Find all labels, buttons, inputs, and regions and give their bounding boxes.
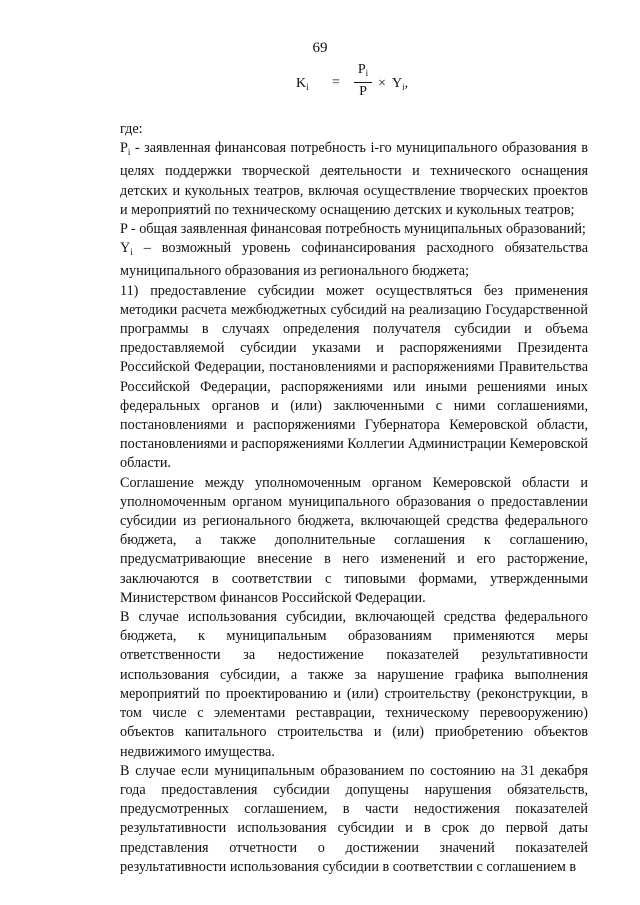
definition-yi-sub: i	[130, 247, 133, 258]
formula-times: ×	[378, 76, 386, 91]
body-text	[120, 120, 588, 877]
definition-pi	[120, 139, 588, 220]
formula-rhs	[392, 76, 408, 92]
formula-numerator-sub: i	[365, 68, 369, 78]
definition-yi	[120, 239, 588, 281]
definition-p	[120, 220, 588, 239]
page-number: 69	[312, 40, 328, 56]
formula-lhs-sub: i	[306, 82, 309, 92]
definition-yi-lead: Y	[120, 240, 131, 257]
formula-equals: =	[332, 75, 340, 90]
formula-trailing: ,	[404, 76, 409, 91]
formula-rhs-sub: i	[402, 82, 405, 92]
paragraph-agreement: Соглашение между уполномоченным органом Кемеровской области и уполномоченным органом муниципального образования о предоставлении субсидии из регионального бюджета, включающей средства федерального бюджета, а также дополнительные соглашения к соглашению, предусматривающие внесение в него изменений и его расторжение, заключаются в соответствии с типовыми формами, утвержденными Министерством финансов Российской Федерации.	[120, 474, 588, 606]
definition-pi-lead: P	[120, 140, 128, 157]
definition-yi-text: – возможный уровень софинансирования расходного обязательства муниципального образования из регионального бюджета;	[120, 240, 588, 280]
definition-pi-sub: i	[127, 147, 131, 158]
formula-denominator: P	[359, 84, 367, 99]
formula-lhs-letter: K	[296, 76, 307, 91]
definition-p-lead: P	[120, 221, 128, 238]
formula-rhs-letter: Y	[392, 76, 403, 91]
where-label: где:	[120, 121, 143, 137]
definition-pi-text: - заявленная финансовая потребность i-го муниципального образования в целях поддержки творческой деятельности и технического оснащения детских и кукольных театров, включая осуществление творческих проектов и мероприятий по техническому оснащению детских и кукольных театров;	[120, 140, 588, 218]
formula-lhs	[296, 76, 309, 92]
formula-numerator-letter: P	[357, 62, 366, 77]
fraction-bar	[354, 82, 372, 83]
paragraph-item-11: 11) предоставление субсидии может осуществляться без применения методики расчета межбюджетных субсидий на реализацию Государственной программы в случаях определения получателя субсидии и объема предоставляемой субсидии указами и распоряжениями Президента Российской Федерации, постановлениями и распоряжениями Правительства Российской Федерации, распоряжениями или иными решениями иных федеральных органов и (или) заключенными с ними соглашениями, постановлениями и распоряжениями Губернатора Кемеровской области, постановлениями и распоряжениями Коллегии Администрации Кемеровской области.	[120, 282, 589, 472]
paragraph-violations: В случае если муниципальным образованием по состоянию на 31 декабря года предоставления субсидии допущены нарушения обязательств, предусмотренных соглашением, в части недостижения показателей результативности использования субсидии и в срок до первой даты представления отчетности о достижении значений показателей результативности использования субсидии в соответствии с соглашением в	[120, 762, 588, 875]
formula-numerator	[354, 62, 372, 81]
formula-fraction	[354, 62, 372, 100]
paragraph-responsibility: В случае использования субсидии, включающей средства федерального бюджета, к муниципальным образованиям применяются меры ответственности за недостижение показателей результативности использования субсидии, а также за нарушение графика выполнения мероприятий по проектированию и (или) строительству (реконструкции, в том числе с элементами реставрации, техническому перевооружению) объектов капитального строительства и (или) приобретению объектов недвижимого имущества.	[120, 609, 588, 760]
definition-p-text: - общая заявленная финансовая потребность муниципальных образований;	[127, 221, 586, 238]
